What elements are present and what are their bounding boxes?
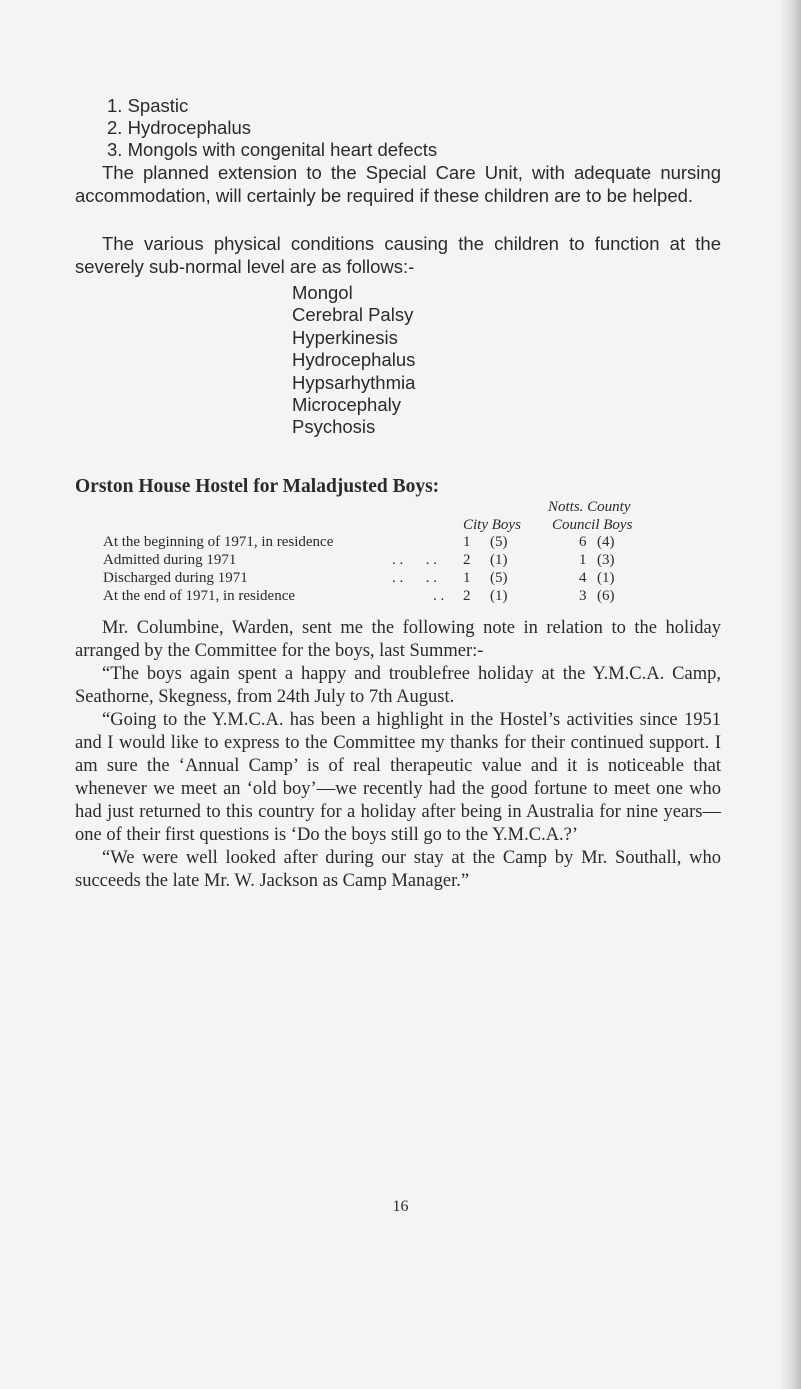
condition-item: Cerebral Palsy xyxy=(292,304,414,326)
cell-city-paren: (5) xyxy=(490,570,508,586)
list-item-text: Hydrocephalus xyxy=(127,117,251,138)
leader-dots: . . . . xyxy=(392,570,437,586)
page-edge-shadow xyxy=(779,0,801,1389)
condition-item: Psychosis xyxy=(292,416,376,438)
cell-county: 6 xyxy=(579,534,587,550)
cell-city: 1 xyxy=(463,534,471,550)
leader-dots: . . . . xyxy=(392,552,437,568)
table-row-label: At the beginning of 1971, in residence xyxy=(103,534,334,550)
cell-county-paren: (3) xyxy=(597,552,615,568)
cell-city-paren: (5) xyxy=(490,534,508,550)
col-header-city: City Boys xyxy=(463,517,521,533)
quote-paragraph-2: “Going to the Y.M.C.A. has been a highlight in the Hostel’s activities since 1951 and I would like to express to the Committee my thanks for their continued support. I am sure the ‘Annual Camp’ is of real therapeutic value and it is noticeable that whenever we meet an ‘old boy’—we recently had the good fortune to meet one who had just returned to this country for a holiday after being in Australia for nine years—one of their first questions is ‘Do the boys still go to the Y.M.C.A.?’ xyxy=(75,710,721,845)
cell-county: 1 xyxy=(579,552,587,568)
page-number: 16 xyxy=(392,1198,409,1215)
cell-city-paren: (1) xyxy=(490,552,508,568)
conditions-list xyxy=(292,282,415,439)
cell-county-paren: (6) xyxy=(597,588,615,604)
paragraph-conditions-intro: The various physical conditions causing the children to function at the severely sub-normal level are as follows:- xyxy=(75,233,721,277)
cell-county-paren: (1) xyxy=(597,570,615,586)
condition-item: Mongol xyxy=(292,282,353,303)
col-header-county-2: Council Boys xyxy=(552,517,633,533)
condition-item: Hydrocephalus xyxy=(292,349,416,371)
list-item-1: 1. Spastic xyxy=(107,95,189,116)
quote-paragraph-3: “We were well looked after during our stay at the Camp by Mr. Southall, who succeeds the late Mr. W. Jackson as Camp Manager.” xyxy=(75,848,721,891)
list-item-text: Spastic xyxy=(127,95,189,116)
cell-city: 1 xyxy=(463,570,471,586)
table-row-label: At the end of 1971, in residence xyxy=(103,588,296,604)
quote-paragraph-1: “The boys again spent a happy and troublefree holiday at the Y.M.C.A. Camp, Seathorne, Skegness, from 24th July to 7th August. xyxy=(75,664,721,707)
cell-county-paren: (4) xyxy=(597,534,615,550)
condition-item: Hyperkinesis xyxy=(292,326,398,348)
paragraph-extension: The planned extension to the Special Care Unit, with adequate nursing accommodation, will certainly be required if these children are to be helped. xyxy=(75,162,721,206)
col-header-county-1: Notts. County xyxy=(548,499,631,515)
cell-county: 3 xyxy=(579,588,587,604)
leader-dots: . . xyxy=(433,588,445,604)
cell-county: 4 xyxy=(579,570,587,586)
table-row-label: Admitted during 1971 xyxy=(103,552,237,568)
list-item-text: Mongols with congenital heart defects xyxy=(127,139,438,160)
condition-item: Microcephaly xyxy=(292,394,401,416)
table-row-label: Discharged during 1971 xyxy=(103,570,248,586)
list-item-2: 2. Hydrocephalus xyxy=(107,117,251,138)
list-item-3: 3. Mongols with congenital heart defects xyxy=(107,139,438,160)
condition-item: Hypsarhythmia xyxy=(292,371,416,393)
paragraph-warden: Mr. Columbine, Warden, sent me the following note in relation to the holiday arranged by the Committee for the boys, last Summer:- xyxy=(75,618,721,661)
cell-city-paren: (1) xyxy=(490,588,508,604)
cell-city: 2 xyxy=(463,552,471,568)
hostel-heading: Orston House Hostel for Maladjusted Boys: xyxy=(75,476,440,497)
cell-city: 2 xyxy=(463,588,471,604)
